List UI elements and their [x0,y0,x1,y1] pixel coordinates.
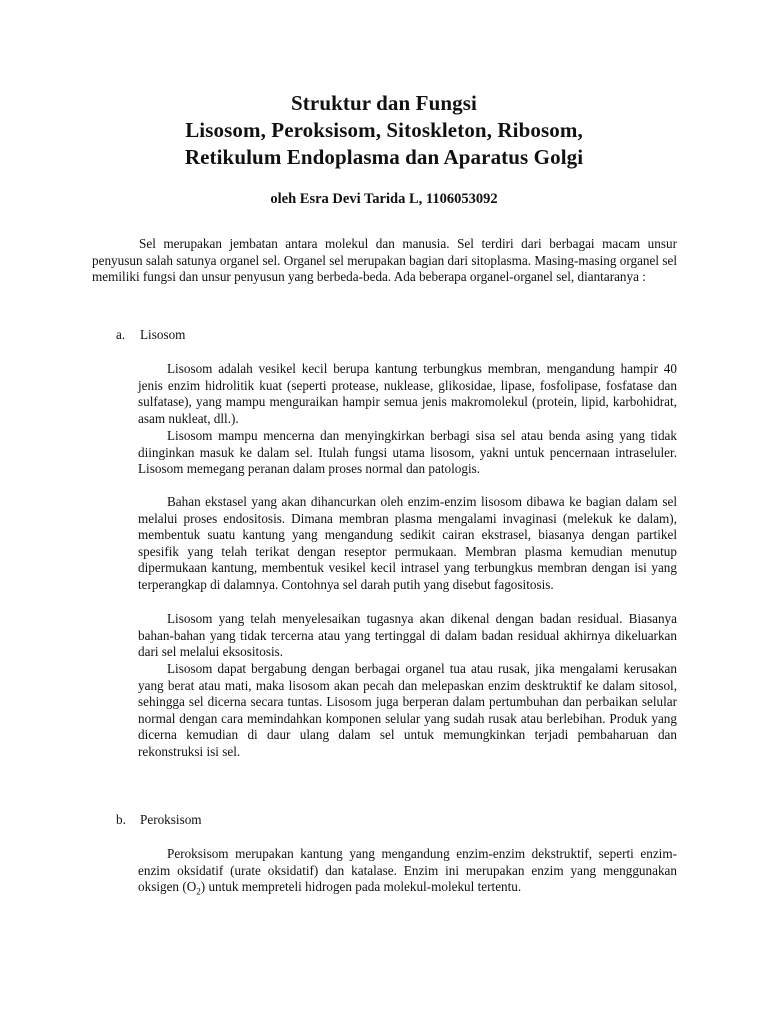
title-line-2: Lisosom, Peroksisom, Sitoskleton, Ribosom, [185,118,583,142]
lisosom-paragraph-4: Lisosom yang telah menyelesaikan tugasnya akan dikenal dengan badan residual. Biasanya bahan-bahan yang tidak tercerna atau yang tertinggal di dalam badan residual akhirnya dikeluarkan dari sel melalui eksositosis. [138,611,677,660]
peroksisom-text-part-2: ) untuk mempreteli hidrogen pada molekul-molekul tertentu. [200,879,522,895]
section-b-heading [116,812,202,829]
document-title [0,90,768,171]
section-a-heading [116,327,185,344]
section-a-title: Lisosom [140,327,186,342]
section-b-title: Peroksisom [140,812,202,827]
lisosom-paragraph-3: Bahan ekstasel yang akan dihancurkan oleh enzim-enzim lisosom dibawa ke bagian dalam sel melalui proses endositosis. Dimana membran plasma mengalami invaginasi (melekuk ke dalam), membentuk suatu kantung yang mengandung sedikit cairan ekstrasel, biasanya dengan partikel spesifik yang telah terikat dengan reseptor permukaan. Membran plasma kemudian menutup dipermukaan kantung, membentuk vesikel kecil intrasel yang terbungkus membran dengan isi yang terperangkap di dalamnya. Contohnya sel darah putih yang disebut fagositosis. [138,494,677,592]
intro-paragraph: Sel merupakan jembatan antara molekul dan manusia. Sel terdiri dari berbagai macam unsur penyusun salah satunya organel sel. Organel sel merupakan bagian dari sitoplasma. Masing-masing organel sel memiliki fungsi dan unsur penyusun yang berbeda-beda. Ada beberapa organel-organel sel, diantaranya : [92,236,677,285]
peroksisom-text-part-1: Peroksisom merupakan kantung yang mengandung enzim-enzim dekstruktif, seperti enzim-enzim oksidatif (urate oksidatif) dan katalase. Enzim ini merupakan enzim yang menggunakan oksigen (O [138,846,677,895]
peroksisom-paragraph-1 [138,846,677,896]
section-b-marker: b. [116,812,126,827]
lisosom-paragraph-5: Lisosom dapat bergabung dengan berbagai organel tua atau rusak, jika mengalami kerusakan yang berat atau mati, maka lisosom akan pecah dan melepaskan enzim desktruktif ke dalam sitosol, sehingga sel dicerna secara tuntas. Lisosom juga berperan dalam pertumbuhan dan perbaikan selular normal dengan cara memindahkan komponen selular yang sudah rusak atau berlebihan. Produk yang dicerna kemudian di daur ulang dalam sel untuk memungkinkan terjadi pembaharuan dan rekonstruksi isi sel. [138,661,677,759]
title-line-1: Struktur dan Fungsi [291,91,477,115]
title-line-3: Retikulum Endoplasma dan Aparatus Golgi [184,145,584,169]
oxygen-subscript: 2 [196,886,201,897]
section-a-marker: a. [116,327,126,342]
lisosom-paragraph-1: Lisosom adalah vesikel kecil berupa kantung terbungkus membran, mengandung hampir 40 jenis enzim hidrolitik kuat (seperti protease, nuklease, glikosidae, lipase, fosfolipase, fosfatase dan sulfatase), yang mampu menguraikan hampir semua jenis makromolekul (protein, lipid, karbohidrat, asam nukleat, dll.). [138,361,677,426]
lisosom-paragraph-2: Lisosom mampu mencerna dan menyingkirkan berbagi sisa sel atau benda asing yang tidak diinginkan masuk ke dalam sel. Itulah fungsi utama lisosom, yakni untuk pencernaan intraseluler. Lisosom memegang peranan dalam proses normal dan patologis. [138,428,677,477]
author-line: oleh Esra Devi Tarida L, 1106053092 [270,191,498,207]
